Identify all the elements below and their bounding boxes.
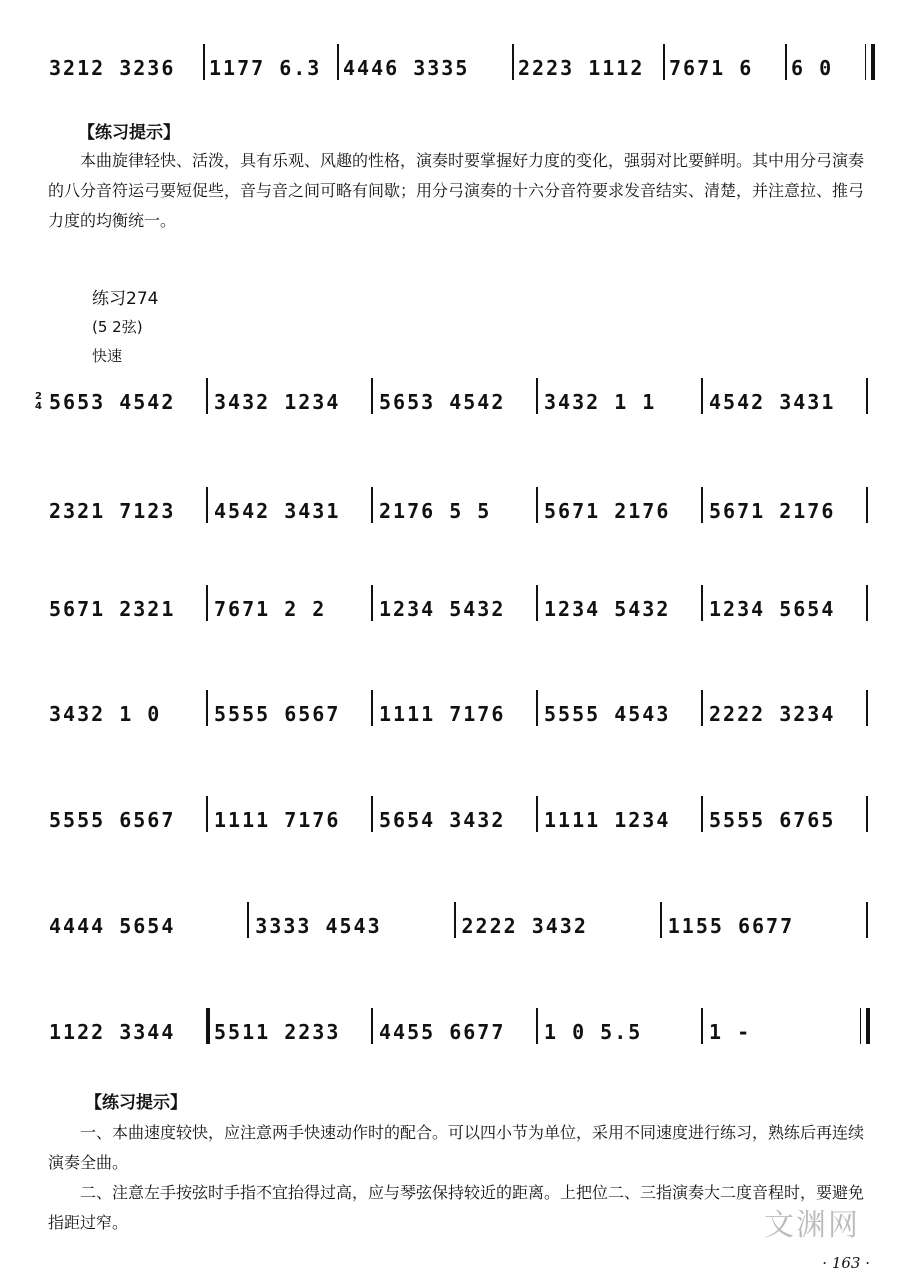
- tuning-label: (5 2弦): [92, 318, 143, 336]
- measure: 1177 6.3: [209, 56, 322, 80]
- measure: 2176 5 5: [379, 499, 492, 523]
- barline: [454, 902, 456, 938]
- measure: 1155 6677: [667, 914, 795, 938]
- staff-row: [45, 1008, 880, 1048]
- measure: 4542 3431: [709, 390, 836, 414]
- barline: [866, 902, 868, 938]
- barline: [866, 378, 868, 414]
- barline: [371, 378, 373, 414]
- measure: 1234 5654: [709, 597, 836, 621]
- top-staff: [45, 44, 880, 84]
- barline: [371, 487, 373, 523]
- measure: 4446 3335: [343, 56, 470, 80]
- measure: 5555 6567: [214, 702, 341, 726]
- barline: [701, 796, 703, 832]
- measure: 3212 3236: [49, 56, 176, 80]
- measure: 5671 2176: [544, 499, 671, 523]
- barline: [866, 585, 868, 621]
- barline: [701, 487, 703, 523]
- measure: 1111 1234: [544, 808, 671, 832]
- barline: [371, 585, 373, 621]
- barline: [536, 585, 538, 621]
- measure: 2223 1112: [518, 56, 645, 80]
- barline: [206, 487, 208, 523]
- measure: 1234 5432: [379, 597, 506, 621]
- staff-row: [35, 378, 880, 418]
- measure: 5653 4542: [379, 390, 506, 414]
- barline: [206, 690, 208, 726]
- measure: 3432 1 1: [544, 390, 657, 414]
- practice-hint-2-p2: 二、注意左手按弦时手指不宜抬得过高，应与琴弦保持较近的距离。上把位二、三指演奏大二度音程时，要避免指距过窄。: [48, 1183, 865, 1232]
- measure: 5555 6567: [49, 808, 176, 832]
- barline: [866, 690, 868, 726]
- barline: [536, 487, 538, 523]
- tempo-label: 快速: [92, 347, 123, 365]
- measure: 6 0: [791, 56, 834, 80]
- practice-hint-text: 本曲旋律轻快、活泼，具有乐观、风趣的性格，演奏时要掌握好力度的变化，强弱对比要鲜明。其中用分弓演奏的八分音符运弓要短促些，音与音之间可略有间歇；用分弓演奏的十六分音符要求发音结实、清楚，并注意拉、推弓力度的均衡统一。: [48, 151, 865, 230]
- practice-hint-title: 【练习提示】: [78, 123, 180, 143]
- barline: [206, 378, 208, 414]
- watermark-logo: 文渊网: [764, 1208, 860, 1243]
- barline: [701, 585, 703, 621]
- barline: [536, 796, 538, 832]
- staff-row: [45, 902, 880, 942]
- staff-row: [45, 487, 880, 527]
- measure: 5511 2233: [214, 1020, 341, 1044]
- barline: [866, 487, 868, 523]
- measure: 2222 3432: [461, 914, 588, 938]
- measure: 4444 5654: [49, 914, 176, 938]
- measure: 7671 2 2: [214, 597, 327, 621]
- barline: [371, 796, 373, 832]
- measure: 5671 2321: [49, 597, 176, 621]
- measure: 1 -: [709, 1020, 752, 1044]
- barline: [701, 378, 703, 414]
- final-barline: [871, 44, 875, 80]
- measure: 4542 3431: [214, 499, 341, 523]
- staff-row: [45, 796, 880, 836]
- final-barline: [866, 1008, 870, 1044]
- time-signature: 2 4: [35, 391, 42, 412]
- barline: [206, 796, 208, 832]
- final-barline-thin: [860, 1008, 861, 1044]
- staff-row: [45, 690, 880, 730]
- final-barline-thin: [865, 44, 866, 80]
- measure: 5555 6765: [709, 808, 836, 832]
- measure: 1234 5432: [544, 597, 671, 621]
- barline: [536, 1008, 538, 1044]
- barline: [701, 1008, 703, 1044]
- barline: [536, 378, 538, 414]
- barline: [371, 1008, 373, 1044]
- measure: 5555 4543: [544, 702, 671, 726]
- page-number: · 163 ·: [822, 1254, 870, 1272]
- measure: 2222 3234: [709, 702, 836, 726]
- barline: [247, 902, 249, 938]
- measure: 5654 3432: [379, 808, 506, 832]
- measure: 1 0 5.5: [544, 1020, 643, 1044]
- barline: [701, 690, 703, 726]
- barline: [866, 796, 868, 832]
- measure: 3432 1 0: [49, 702, 162, 726]
- measure: 1122 3344: [49, 1020, 176, 1044]
- measure: 2321 7123: [49, 499, 176, 523]
- staff-row: [45, 585, 880, 625]
- measure: 5671 2176: [709, 499, 836, 523]
- exercise-title: 练习274: [92, 289, 159, 309]
- barline: [371, 690, 373, 726]
- barline: [660, 902, 662, 938]
- practice-hint-2-title: 【练习提示】: [85, 1093, 187, 1113]
- practice-hint-2-p1: 一、本曲速度较快，应注意两手快速动作时的配合。可以四小节为单位，采用不同速度进行练习，熟练后再连续演奏全曲。: [48, 1123, 865, 1172]
- barline: [206, 585, 208, 621]
- measure: 7671 6: [669, 56, 754, 80]
- measure: 3432 1234: [214, 390, 341, 414]
- measure: 4455 6677: [379, 1020, 506, 1044]
- measure: 3333 4543: [255, 914, 382, 938]
- barline: [536, 690, 538, 726]
- measure: 1111 7176: [214, 808, 341, 832]
- measure: 5653 4542: [49, 390, 176, 414]
- measure: 1111 7176: [379, 702, 506, 726]
